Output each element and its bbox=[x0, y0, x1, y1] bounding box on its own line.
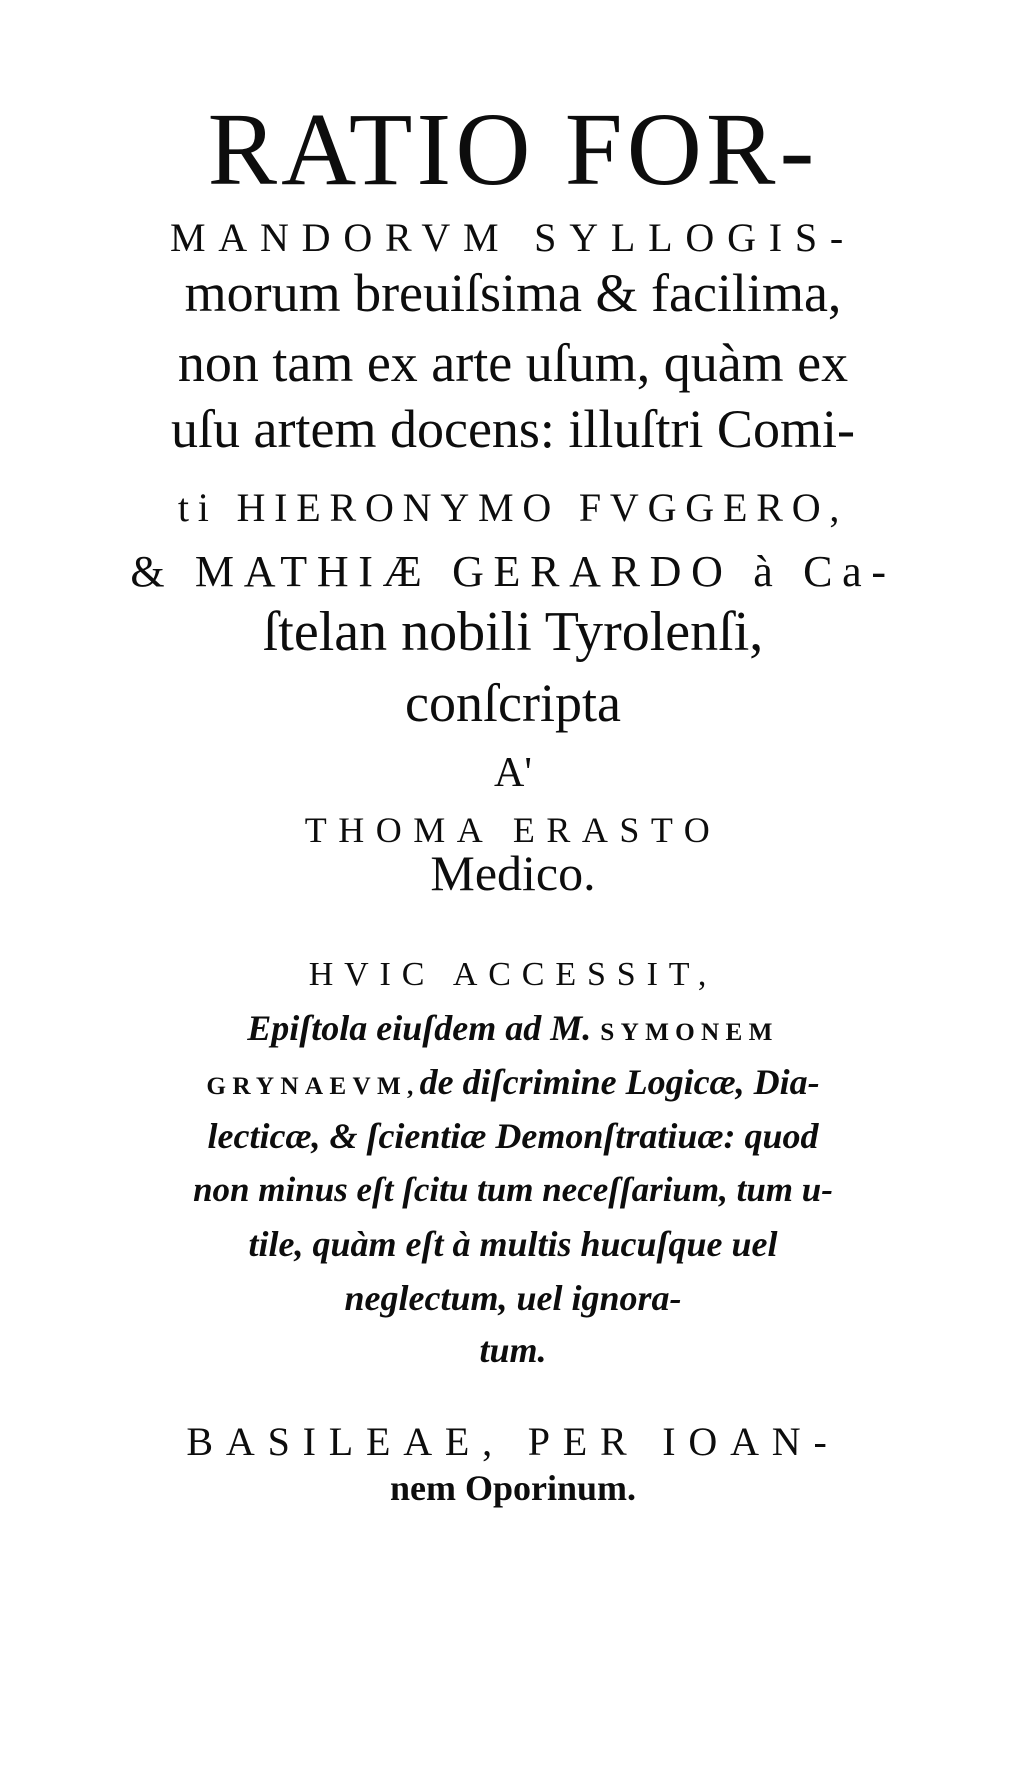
subtitle-line-8: conſcripta bbox=[405, 673, 621, 733]
author-prefix: A' bbox=[494, 750, 532, 796]
subtitle-line-2: morum breuiſsima & facilima, bbox=[184, 263, 842, 323]
appendix-line-2 bbox=[90, 1064, 936, 1100]
appendix-line-2a: GRYNAEVM, bbox=[206, 1073, 420, 1100]
appendix-line-1 bbox=[90, 1010, 936, 1046]
subtitle-line-3: non tam ex arte uſum, quàm ex bbox=[177, 333, 849, 393]
subtitle-line-6: & MATHIÆ GERARDO à Ca- bbox=[130, 547, 896, 596]
subtitle-line-4: uſu artem docens: illuſtri Comi- bbox=[171, 399, 855, 459]
appendix-line-2b: de diſcrimine Logicæ, Dia- bbox=[419, 1062, 820, 1102]
appendix-line-5: tile, quàm eſt à multis hucuſque uel bbox=[248, 1224, 778, 1264]
appendix-line-6: neglectum, uel ignora- bbox=[344, 1278, 682, 1318]
page-title: RATIO FOR- bbox=[207, 92, 819, 207]
imprint-line-2: nem Oporinum. bbox=[389, 1468, 637, 1508]
appendix-line-3: lecticæ, & ſcientiæ Demonſtratiuæ: quod bbox=[207, 1116, 819, 1156]
subtitle-line-1: MANDORVM SYLLOGIS- bbox=[169, 215, 857, 260]
appendix-line-1a: Epiſtola eiuſdem ad M. bbox=[247, 1008, 592, 1048]
author-name: THOMA ERASTO bbox=[304, 810, 722, 850]
author-role: Medico. bbox=[430, 845, 596, 901]
imprint-line-1: BASILEAE, PER IOAN- bbox=[186, 1419, 840, 1464]
appendix-line-7: tum. bbox=[479, 1330, 547, 1370]
subtitle-line-7: ſtelan nobili Tyrolenſi, bbox=[262, 601, 764, 663]
appendix-line-1b: SYMONEM bbox=[600, 1019, 779, 1046]
appendix-line-4: non minus eſt ſcitu tum neceſſarium, tum u- bbox=[193, 1170, 833, 1209]
appendix-heading: HVIC ACCESSIT, bbox=[308, 956, 718, 993]
subtitle-line-5: ti HIERONYMO FVGGERO, bbox=[177, 485, 849, 530]
